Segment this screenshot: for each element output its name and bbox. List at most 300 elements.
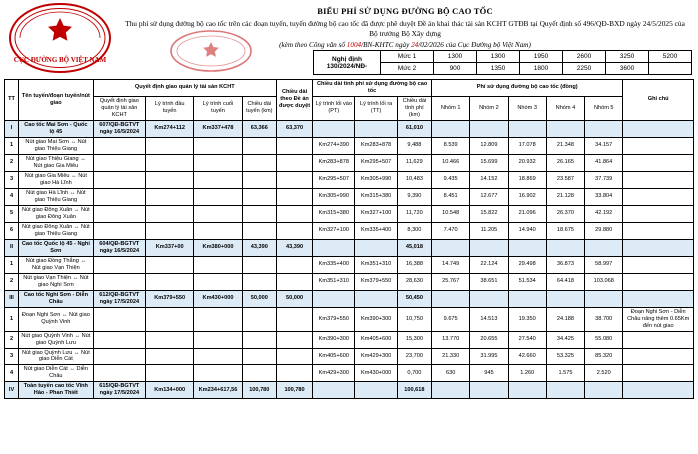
- cell-decision: 615/QĐ-BGTVT ngày 17/5/2024: [93, 382, 145, 399]
- cell-fee-5: 34.157: [585, 137, 623, 154]
- table-header: [5, 80, 694, 121]
- cell-toll-in: Km429+300: [313, 365, 355, 382]
- cell-start-km: [146, 307, 194, 331]
- cell-fee-3: 17.078: [508, 137, 546, 154]
- col-fee-group-1: Nhóm 1: [432, 96, 470, 120]
- cell-decision: [93, 348, 145, 365]
- rate-value: 2250: [563, 63, 606, 75]
- col-route: Tên tuyến/đoạn tuyến/nút giao: [19, 80, 94, 121]
- cell-fee-3: 21.096: [508, 205, 546, 222]
- cell-toll-in: Km295+507: [313, 171, 355, 188]
- cell-fee-2: 11.205: [470, 222, 508, 239]
- cell-route: Nút giao Đông Xuân ↔ Nút giao Thiệu Giang: [19, 222, 94, 239]
- cell-start-km: [146, 256, 194, 273]
- cell-length-approved: [276, 137, 312, 154]
- cell-fee-2: 15.699: [470, 154, 508, 171]
- cell-fee-4: [546, 382, 584, 399]
- cell-fee-2: 15.822: [470, 205, 508, 222]
- cell-end-km: [194, 188, 242, 205]
- cell-fee-3: 51.534: [508, 273, 546, 290]
- col-toll-group: Chiều dài tính phí sử dụng đường bộ cao tốc: [313, 80, 432, 97]
- cell-fee-5: 103.068: [585, 273, 623, 290]
- rate-empty: [649, 63, 692, 75]
- table-row: [5, 188, 694, 205]
- cell-start-km: Km274+112: [146, 120, 194, 137]
- cell-decision: 604/QĐ-BGTVT ngày 16/5/2024: [93, 239, 145, 256]
- cell-fee-4: [546, 290, 584, 307]
- cell-stt: 2: [5, 154, 19, 171]
- cell-fee-4: 24.188: [546, 307, 584, 331]
- cell-toll-length: 45,018: [397, 239, 431, 256]
- cell-toll-in: Km405+600: [313, 348, 355, 365]
- cell-decision: [93, 171, 145, 188]
- cell-fee-1: 10.548: [432, 205, 470, 222]
- cell-fee-4: 64.418: [546, 273, 584, 290]
- cell-fee-2: [470, 290, 508, 307]
- cell-fee-3: 19.350: [508, 307, 546, 331]
- cell-fee-5: 37.739: [585, 171, 623, 188]
- cell-toll-out: Km351+310: [355, 256, 397, 273]
- cell-toll-length: 9,390: [397, 188, 431, 205]
- cell-route: Cao tốc Nghi Sơn - Diễn Châu: [19, 290, 94, 307]
- cell-fee-5: 55.080: [585, 331, 623, 348]
- cell-fee-2: 12.677: [470, 188, 508, 205]
- ref-mid: /BN-KHTC ngày: [361, 40, 412, 49]
- cell-note: [623, 239, 694, 256]
- cell-note: [623, 273, 694, 290]
- cell-route: Nút giao Vạn Thiện ↔ Nút giao Nghi Sơn: [19, 273, 94, 290]
- rate-value: 1300: [434, 51, 477, 63]
- cell-fee-5: [585, 120, 623, 137]
- cell-length-approved: [276, 331, 312, 348]
- cell-stt: 1: [5, 137, 19, 154]
- cell-note: [623, 154, 694, 171]
- cell-length: [242, 154, 276, 171]
- ref-post: /02/2026 của Cục Đường bộ Việt Nam): [418, 40, 531, 49]
- cell-length: [242, 205, 276, 222]
- cell-start-km: [146, 273, 194, 290]
- cell-fee-3: 27.540: [508, 331, 546, 348]
- cell-fee-1: 9.675: [432, 307, 470, 331]
- cell-end-km: [194, 331, 242, 348]
- col-fee-group-4: Nhóm 4: [546, 96, 584, 120]
- cell-toll-in: Km351+310: [313, 273, 355, 290]
- cell-fee-4: 21.128: [546, 188, 584, 205]
- cell-end-km: [194, 273, 242, 290]
- cell-length: [242, 256, 276, 273]
- table-row: [5, 137, 694, 154]
- cell-end-km: [194, 222, 242, 239]
- cell-fee-1: 8.451: [432, 188, 470, 205]
- col-fee-group-5: Nhóm 5: [585, 96, 623, 120]
- rate-value: 1350: [477, 63, 520, 75]
- cell-toll-length: 28,630: [397, 273, 431, 290]
- cell-fee-4: [546, 239, 584, 256]
- cell-fee-5: 42.192: [585, 205, 623, 222]
- cell-fee-1: [432, 239, 470, 256]
- cell-fee-4: 23.587: [546, 171, 584, 188]
- cell-note: [623, 188, 694, 205]
- cell-fee-1: 13.770: [432, 331, 470, 348]
- cell-length-approved: [276, 154, 312, 171]
- cell-length-approved: [276, 307, 312, 331]
- cell-fee-2: 945: [470, 365, 508, 382]
- cell-decision: 612/QĐ-BGTVT ngày 17/5/2024: [93, 290, 145, 307]
- cell-end-km: Km380+000: [194, 239, 242, 256]
- cell-toll-out: [355, 382, 397, 399]
- header-row-1: [5, 80, 694, 97]
- cell-end-km: [194, 205, 242, 222]
- col-end-km: Lý trình cuối tuyến: [194, 96, 242, 120]
- cell-fee-2: 20.655: [470, 331, 508, 348]
- cell-start-km: Km337+00: [146, 239, 194, 256]
- cell-toll-out: Km295+507: [355, 154, 397, 171]
- cell-fee-5: 85.320: [585, 348, 623, 365]
- cell-toll-length: 61,010: [397, 120, 431, 137]
- cell-length-approved: [276, 188, 312, 205]
- cell-fee-1: 9.435: [432, 171, 470, 188]
- cell-start-km: [146, 331, 194, 348]
- cell-length: [242, 365, 276, 382]
- cell-toll-in: [313, 239, 355, 256]
- rate-label: [314, 51, 381, 75]
- cell-fee-1: [432, 290, 470, 307]
- cell-fee-4: 1.575: [546, 365, 584, 382]
- cell-toll-in: Km327+100: [313, 222, 355, 239]
- table-row: [5, 171, 694, 188]
- cell-toll-out: Km405+600: [355, 331, 397, 348]
- cell-route: Nút giao Gia Miêu ↔ Nút giao Hà Lĩnh: [19, 171, 94, 188]
- cell-toll-in: [313, 290, 355, 307]
- cell-fee-1: 7.470: [432, 222, 470, 239]
- cell-stt: III: [5, 290, 19, 307]
- document-reference: [120, 41, 690, 49]
- cell-length: [242, 171, 276, 188]
- cell-fee-3: 42.660: [508, 348, 546, 365]
- cell-note: [623, 120, 694, 137]
- cell-toll-length: 0,700: [397, 365, 431, 382]
- cell-fee-4: 36.873: [546, 256, 584, 273]
- cell-route: Cao tốc Quốc lộ 45 - Nghi Sơn: [19, 239, 94, 256]
- cell-toll-length: 16,388: [397, 256, 431, 273]
- cell-start-km: [146, 188, 194, 205]
- cell-end-km: [194, 365, 242, 382]
- cell-end-km: [194, 154, 242, 171]
- col-stt: TT: [5, 80, 19, 121]
- cell-route: Nút giao Đồng Thắng ↔ Nút giao Vạn Thiện: [19, 256, 94, 273]
- col-length: Chiều dài tuyến (km): [242, 96, 276, 120]
- cell-length-approved: 100,780: [276, 382, 312, 399]
- table-row: [5, 331, 694, 348]
- cell-fee-3: 18.869: [508, 171, 546, 188]
- table-row: [5, 120, 694, 137]
- cell-fee-5: 29.880: [585, 222, 623, 239]
- cell-route: Nút giao Diễn Cát ↔ Diễn Châu: [19, 365, 94, 382]
- rate-row: [314, 51, 692, 63]
- rate-value: 5200: [649, 51, 692, 63]
- col-note: Ghi chú: [623, 80, 694, 121]
- table-row: [5, 154, 694, 171]
- cell-end-km: [194, 137, 242, 154]
- cell-note: [623, 137, 694, 154]
- cell-stt: 4: [5, 188, 19, 205]
- cell-toll-out: Km335+400: [355, 222, 397, 239]
- cell-note: Đoạn Nghi Sơn - Diễn Châu nâng thêm 0.65Km đến nút giao: [623, 307, 694, 331]
- cell-stt: 3: [5, 348, 19, 365]
- cell-note: [623, 365, 694, 382]
- cell-toll-out: [355, 120, 397, 137]
- col-length-approved: Chiều dài theo Đề án được duyệt: [276, 80, 312, 121]
- cell-start-km: [146, 171, 194, 188]
- document-header: [0, 0, 698, 78]
- cell-length-approved: [276, 348, 312, 365]
- cell-fee-2: 14.513: [470, 307, 508, 331]
- cell-route: Nút giao Đông Xuân ↔ Nút giao Đông Xuân: [19, 205, 94, 222]
- cell-end-km: Km430+000: [194, 290, 242, 307]
- cell-toll-in: [313, 120, 355, 137]
- cell-stt: 3: [5, 171, 19, 188]
- cell-toll-in: Km305+990: [313, 188, 355, 205]
- cell-toll-in: Km274+390: [313, 137, 355, 154]
- cell-length-approved: [276, 365, 312, 382]
- cell-length: [242, 222, 276, 239]
- cell-toll-in: Km315+380: [313, 205, 355, 222]
- cell-note: [623, 290, 694, 307]
- cell-fee-3: 14.940: [508, 222, 546, 239]
- fee-schedule-table: [4, 79, 694, 399]
- cell-stt: II: [5, 239, 19, 256]
- cell-decision: [93, 154, 145, 171]
- cell-fee-3: [508, 120, 546, 137]
- cell-end-km: Km337+478: [194, 120, 242, 137]
- cell-toll-out: Km429+300: [355, 348, 397, 365]
- cell-decision: [93, 331, 145, 348]
- rate-value: 1300: [477, 51, 520, 63]
- cell-stt: 2: [5, 273, 19, 290]
- cell-fee-2: 38.651: [470, 273, 508, 290]
- cell-start-km: [146, 205, 194, 222]
- cell-fee-2: 31.995: [470, 348, 508, 365]
- emblem-logo: [8, 2, 112, 74]
- cell-decision: [93, 365, 145, 382]
- cell-length: [242, 307, 276, 331]
- cell-fee-2: 22.124: [470, 256, 508, 273]
- cell-route: Nút giao Mai Sơn ↔ Nút giao Thiệu Giang: [19, 137, 94, 154]
- cell-length-approved: [276, 222, 312, 239]
- cell-length: [242, 273, 276, 290]
- cell-toll-length: 8,300: [397, 222, 431, 239]
- cell-route: Cao tốc Mai Sơn - Quốc lộ 45: [19, 120, 94, 137]
- svg-text:CỤC ĐƯỜNG BỘ VIỆT NAM: CỤC ĐƯỜNG BỘ VIỆT NAM: [13, 56, 107, 64]
- cell-note: [623, 382, 694, 399]
- cell-toll-out: Km305+990: [355, 171, 397, 188]
- cell-stt: I: [5, 120, 19, 137]
- cell-end-km: [194, 256, 242, 273]
- col-toll-length: Chiều dài tính phí (km): [397, 96, 431, 120]
- cell-decision: [93, 273, 145, 290]
- cell-toll-in: [313, 382, 355, 399]
- table-row: [5, 365, 694, 382]
- cell-decision: [93, 256, 145, 273]
- cell-length: [242, 137, 276, 154]
- cell-fee-5: [585, 382, 623, 399]
- cell-fee-2: [470, 239, 508, 256]
- rate-label-line1: Nghị định: [332, 55, 362, 63]
- cell-fee-3: [508, 382, 546, 399]
- rate-value: 3600: [606, 63, 649, 75]
- rate-reference-table: [313, 50, 692, 75]
- col-decision-group: Quyết định giao quản lý tài sản KCHT: [93, 80, 276, 97]
- cell-stt: 6: [5, 222, 19, 239]
- cell-note: [623, 222, 694, 239]
- cell-stt: 4: [5, 365, 19, 382]
- cell-start-km: [146, 348, 194, 365]
- cell-length-approved: [276, 171, 312, 188]
- cell-end-km: [194, 307, 242, 331]
- cell-route: Đoạn Nghi Sơn ↔ Nút giao Quỳnh Vinh: [19, 307, 94, 331]
- cell-fee-3: [508, 239, 546, 256]
- cell-length: 50,000: [242, 290, 276, 307]
- cell-toll-out: [355, 239, 397, 256]
- cell-toll-in: Km335+400: [313, 256, 355, 273]
- cell-fee-3: 16.902: [508, 188, 546, 205]
- cell-fee-3: [508, 290, 546, 307]
- cell-start-km: [146, 222, 194, 239]
- cell-length-approved: 43,390: [276, 239, 312, 256]
- ref-pre: (kèm theo Công văn số: [279, 40, 347, 49]
- cell-stt: IV: [5, 382, 19, 399]
- cell-fee-4: [546, 120, 584, 137]
- col-toll-in: Lý trình lối vào (PT): [313, 96, 355, 120]
- table-row: [5, 222, 694, 239]
- cell-stt: 1: [5, 256, 19, 273]
- cell-stt: 1: [5, 307, 19, 331]
- rate-value: 1950: [520, 51, 563, 63]
- cell-fee-2: 12.809: [470, 137, 508, 154]
- cell-fee-1: [432, 382, 470, 399]
- table-row: [5, 382, 694, 399]
- cell-fee-5: 58.997: [585, 256, 623, 273]
- cell-stt: 2: [5, 331, 19, 348]
- ref-date: 24: [411, 40, 419, 49]
- cell-start-km: [146, 365, 194, 382]
- cell-note: [623, 256, 694, 273]
- cell-note: [623, 205, 694, 222]
- cell-start-km: [146, 137, 194, 154]
- rate-label-line2: 130/2024/NĐ-: [326, 62, 368, 70]
- table-row: [5, 256, 694, 273]
- col-start-km: Lý trình đầu tuyến: [146, 96, 194, 120]
- rate-vehicle: Mức 1: [381, 51, 434, 63]
- cell-decision: [93, 205, 145, 222]
- col-decision-no: Quyết định giao quản lý tài sản KCHT: [93, 96, 145, 120]
- cell-fee-1: [432, 120, 470, 137]
- cell-fee-5: [585, 290, 623, 307]
- cell-fee-1: 25.767: [432, 273, 470, 290]
- cell-fee-5: 38.700: [585, 307, 623, 331]
- cell-fee-1: 630: [432, 365, 470, 382]
- ref-number: 1004: [346, 40, 362, 49]
- cell-length-approved: [276, 273, 312, 290]
- cell-toll-out: Km390+300: [355, 307, 397, 331]
- cell-toll-out: [355, 290, 397, 307]
- table-row: [5, 239, 694, 256]
- cell-toll-out: Km283+878: [355, 137, 397, 154]
- cell-length: 100,780: [242, 382, 276, 399]
- table-row: [5, 348, 694, 365]
- cell-toll-length: 10,483: [397, 171, 431, 188]
- rate-value: 900: [434, 63, 477, 75]
- cell-toll-length: 10,750: [397, 307, 431, 331]
- cell-toll-length: 11,720: [397, 205, 431, 222]
- cell-fee-2: 14.152: [470, 171, 508, 188]
- document-title: BIỂU PHÍ SỬ DỤNG ĐƯỜNG BỘ CAO TỐC: [317, 6, 493, 16]
- cell-fee-1: 8.539: [432, 137, 470, 154]
- cell-fee-4: 18.675: [546, 222, 584, 239]
- cell-note: [623, 348, 694, 365]
- cell-length: 43,390: [242, 239, 276, 256]
- cell-fee-4: 26.370: [546, 205, 584, 222]
- table-row: [5, 205, 694, 222]
- cell-toll-in: Km283+878: [313, 154, 355, 171]
- cell-fee-5: 41.864: [585, 154, 623, 171]
- cell-route: Nút giao Thiệu Giang ↔ Nút giao Gia Miêu: [19, 154, 94, 171]
- table-row: [5, 290, 694, 307]
- cell-toll-out: Km327+100: [355, 205, 397, 222]
- cell-length: [242, 331, 276, 348]
- cell-toll-in: Km379+550: [313, 307, 355, 331]
- col-toll-out: Lý trình lối ra (TT): [355, 96, 397, 120]
- cell-start-km: Km379+550: [146, 290, 194, 307]
- cell-route: Nút giao Hà Lĩnh ↔ Nút giao Thiệu Giang: [19, 188, 94, 205]
- col-fee-group-3: Nhóm 3: [508, 96, 546, 120]
- cell-toll-length: 15,300: [397, 331, 431, 348]
- cell-toll-length: 50,450: [397, 290, 431, 307]
- table-row: [5, 307, 694, 331]
- col-fee-group: Phí sử dụng đường bộ cao tốc (đồng): [432, 80, 623, 97]
- cell-end-km: [194, 348, 242, 365]
- cell-route: Nút giao Quỳnh Vinh ↔ Nút giao Quỳnh Lưu: [19, 331, 94, 348]
- cell-length-approved: 50,000: [276, 290, 312, 307]
- cell-start-km: Km134+000: [146, 382, 194, 399]
- cell-fee-4: 21.348: [546, 137, 584, 154]
- cell-fee-4: 53.325: [546, 348, 584, 365]
- cell-decision: [93, 188, 145, 205]
- cell-fee-5: [585, 239, 623, 256]
- cell-fee-2: [470, 120, 508, 137]
- cell-fee-1: 14.749: [432, 256, 470, 273]
- rate-value: 3250: [606, 51, 649, 63]
- cell-fee-3: 29.498: [508, 256, 546, 273]
- title-block: [120, 6, 690, 49]
- cell-note: [623, 171, 694, 188]
- col-fee-group-2: Nhóm 2: [470, 96, 508, 120]
- cell-decision: 607/QĐ-BGTVT ngày 16/5/2024: [93, 120, 145, 137]
- cell-note: [623, 331, 694, 348]
- cell-decision: [93, 222, 145, 239]
- cell-toll-out: Km315+380: [355, 188, 397, 205]
- cell-end-km: [194, 171, 242, 188]
- cell-length-approved: [276, 205, 312, 222]
- cell-fee-2: [470, 382, 508, 399]
- cell-toll-length: 23,700: [397, 348, 431, 365]
- rate-value: 1800: [520, 63, 563, 75]
- cell-toll-in: Km390+300: [313, 331, 355, 348]
- cell-fee-1: 21.330: [432, 348, 470, 365]
- cell-toll-length: 9,488: [397, 137, 431, 154]
- cell-fee-5: 2.520: [585, 365, 623, 382]
- document-subtitle: Thu phí sử dụng đường bộ cao tốc trên các đoạn tuyến, tuyến đường bộ cao tốc đã được phê duyệt Đề án khai thác tài sản KCHT GTĐB tại Quyết định số 496/QĐ-BXD ngày 24/5/2025 của Bộ trưởng Bộ Xây dựng: [125, 19, 685, 38]
